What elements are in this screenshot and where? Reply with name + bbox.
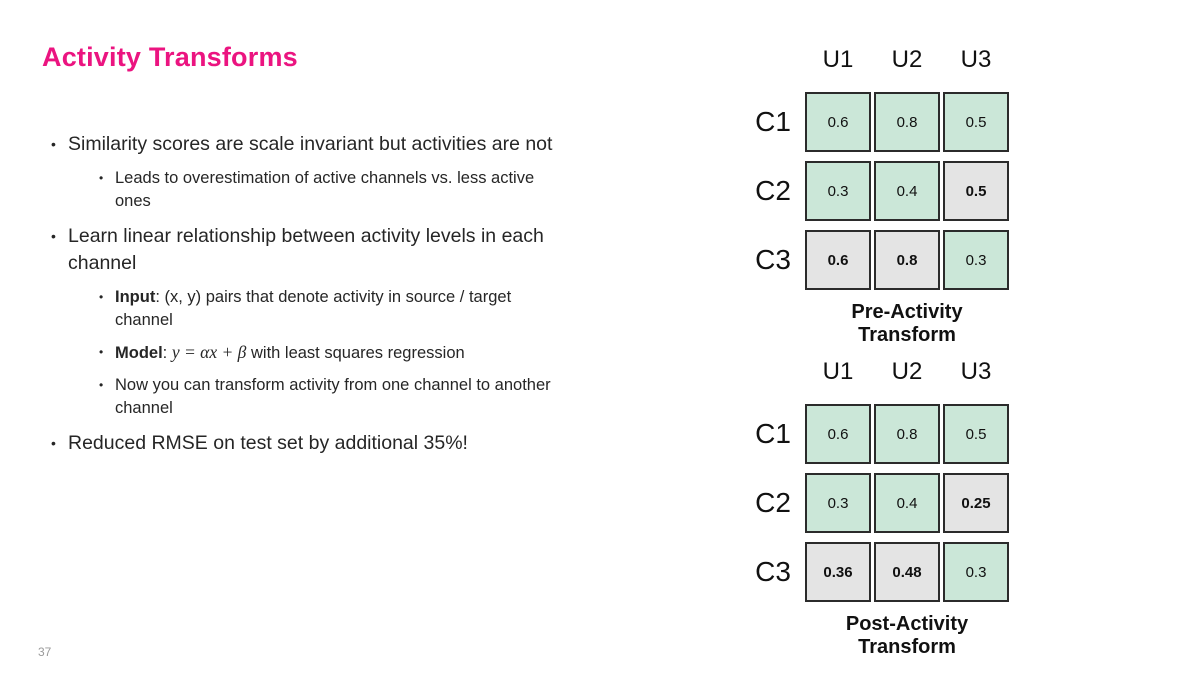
input-rest: : (x, y) pairs that denote activity in source / target channel: [115, 288, 512, 329]
sub-bullet-text: [115, 341, 465, 365]
row-header: C1: [755, 418, 791, 449]
matrix-cell: 0.5: [943, 404, 1009, 464]
input-label: Input: [115, 288, 156, 306]
bullet-item: [42, 223, 562, 277]
bullet-text: Reduced RMSE on test set by additional 35%!: [68, 432, 468, 454]
bullet-text: Similarity scores are scale invariant but activities are not: [68, 133, 553, 155]
sub-bullet-text: Leads to overestimation of active channels vs. less active ones: [115, 169, 535, 210]
bullet-marker: [99, 341, 115, 364]
bullet-list: [42, 121, 562, 457]
col-header: U2: [891, 357, 923, 385]
bullet-item: [42, 131, 562, 158]
row-header: C3: [755, 556, 791, 587]
matrix-cell: 0.25: [943, 473, 1009, 533]
row-header: C3: [755, 244, 791, 275]
matrix-cell: 0.4: [874, 473, 940, 533]
matrix-cell: 0.36: [805, 542, 871, 602]
slide-title: Activity Transforms: [42, 42, 298, 72]
row-header: C1: [755, 106, 791, 137]
matrix-corner: [744, 348, 802, 395]
pre-activity-matrix: [744, 36, 1009, 290]
page-number: 37: [38, 645, 52, 659]
sub-bullet-item: [99, 374, 562, 420]
post-matrix-caption: Post-Activity Transform: [845, 613, 969, 658]
sub-bullet-text: [115, 286, 562, 332]
bullet-marker: [51, 223, 68, 250]
col-header: U1: [822, 45, 854, 73]
matrix-cell: 0.6: [805, 92, 871, 152]
bullet-marker: [51, 131, 68, 158]
sub-bullet-item: [99, 167, 562, 213]
matrix-cell: 0.6: [805, 404, 871, 464]
matrix-cell: 0.48: [874, 542, 940, 602]
matrix-cell: 0.8: [874, 230, 940, 290]
matrix-cell: 0.3: [805, 161, 871, 221]
bullet-item: [42, 430, 562, 457]
row-header: C2: [755, 175, 791, 206]
sub-bullet-text: Now you can transform activity from one channel to another channel: [115, 376, 551, 417]
row-header: C2: [755, 487, 791, 518]
matrix-cell: 0.8: [874, 404, 940, 464]
post-activity-matrix: [744, 348, 1009, 602]
matrix-cell: 0.3: [805, 473, 871, 533]
col-header: U3: [960, 357, 992, 385]
pre-matrix-caption: Pre-Activity Transform: [851, 301, 963, 346]
model-label: Model: [115, 344, 163, 362]
bullet-marker: [99, 374, 115, 397]
col-header: U1: [822, 357, 854, 385]
bullet-marker: [99, 167, 115, 190]
sub-bullet-item: [99, 286, 562, 332]
col-header: U3: [960, 45, 992, 73]
sub-bullet-item: [99, 341, 562, 365]
matrix-cell: 0.3: [943, 230, 1009, 290]
matrix-cell: 0.4: [874, 161, 940, 221]
matrix-cell: 0.6: [805, 230, 871, 290]
matrix-cell: 0.5: [943, 161, 1009, 221]
bullet-marker: [51, 430, 68, 457]
bullet-text: Learn linear relationship between activity levels in each channel: [68, 225, 544, 274]
bullet-marker: [99, 286, 115, 309]
matrix-cell: 0.3: [943, 542, 1009, 602]
model-rest: with least squares regression: [246, 344, 465, 362]
model-sep: :: [162, 344, 172, 362]
matrix-corner: [744, 36, 802, 83]
matrix-cell: 0.8: [874, 92, 940, 152]
matrix-cell: 0.5: [943, 92, 1009, 152]
model-formula: y = αx + β: [171, 342, 247, 362]
col-header: U2: [891, 45, 923, 73]
